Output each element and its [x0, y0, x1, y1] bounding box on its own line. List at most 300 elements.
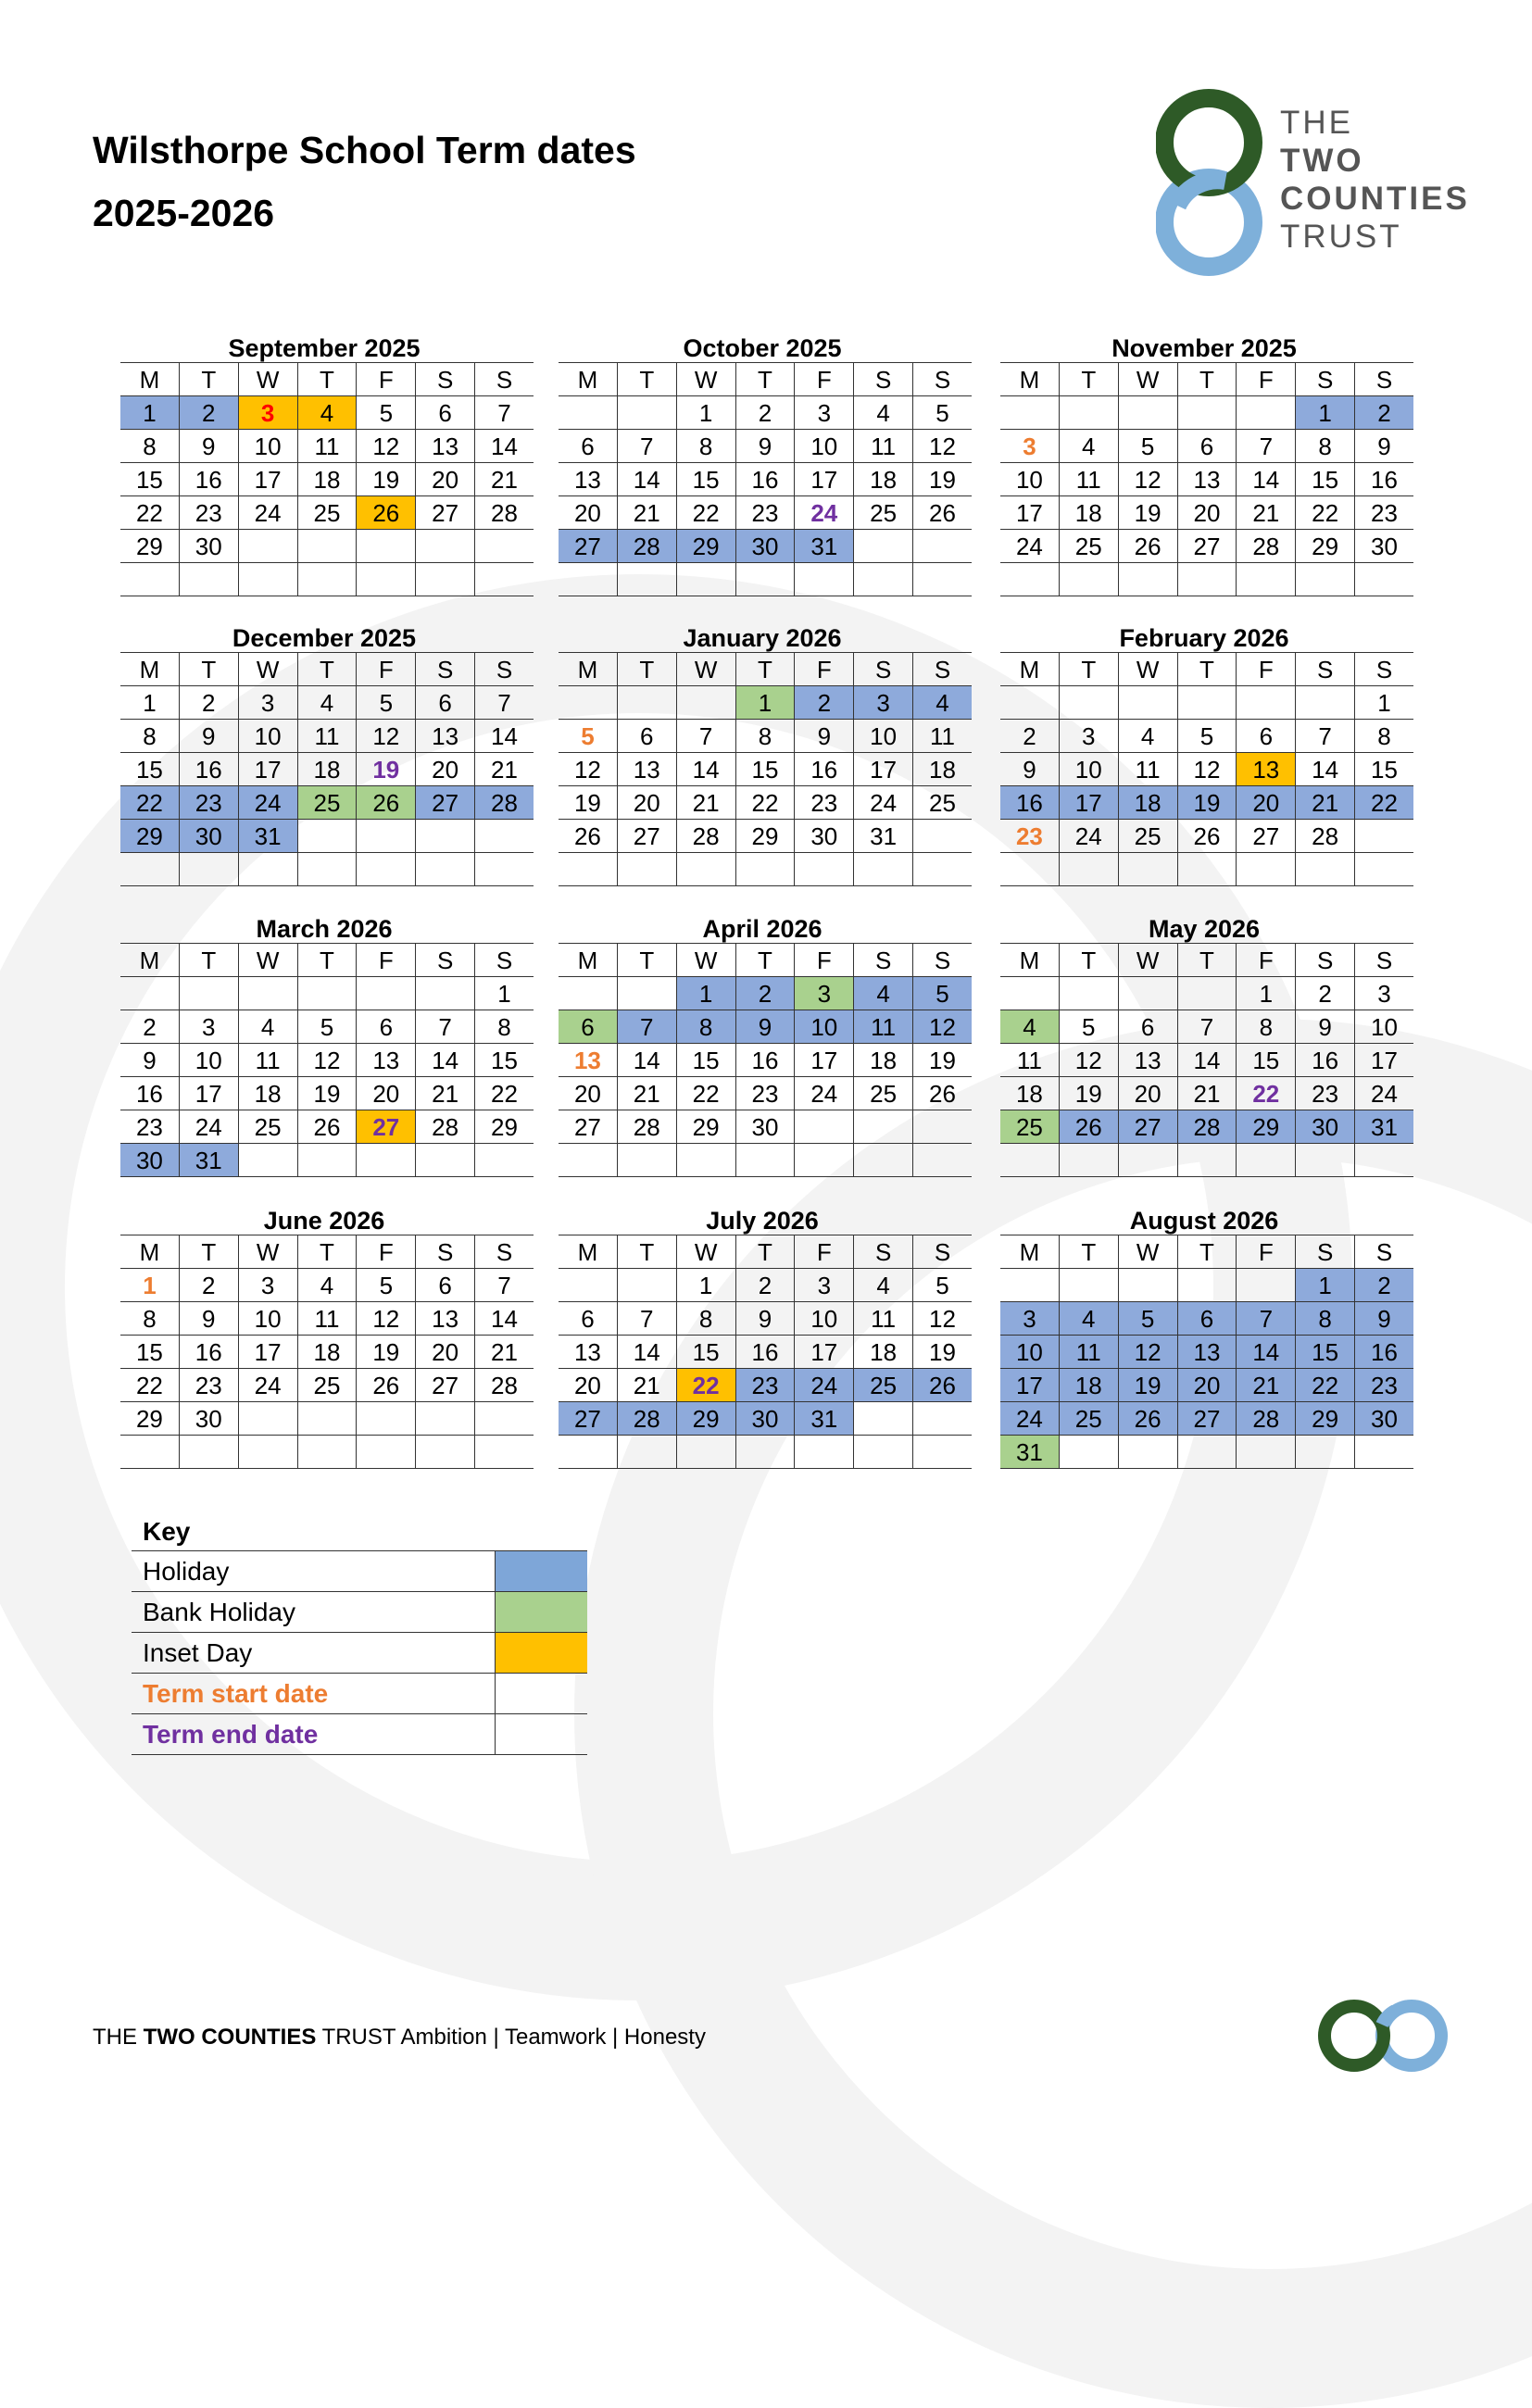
weekday-header: F [357, 363, 416, 396]
empty-cell [1118, 1144, 1177, 1177]
day-cell: 3 [795, 1269, 854, 1302]
day-cell: 19 [913, 463, 972, 496]
week-row [120, 853, 534, 886]
empty-cell [357, 1144, 416, 1177]
day-cell: 25 [854, 496, 913, 530]
day-cell: 16 [735, 463, 795, 496]
weekday-header: S [854, 363, 913, 396]
day-cell: 3 [238, 686, 297, 720]
empty-cell [795, 1144, 854, 1177]
empty-cell [559, 1436, 617, 1469]
key-row-bank-holiday [132, 1591, 587, 1632]
month-december-2025 [120, 619, 528, 886]
day-cell: 19 [913, 1336, 972, 1369]
day-cell: 13 [617, 753, 676, 786]
day-cell: 13 [559, 463, 617, 496]
empty-cell [1296, 563, 1355, 596]
weekday-header: T [735, 944, 795, 977]
day-cell: 21 [617, 496, 676, 530]
empty-cell [1000, 396, 1059, 430]
empty-cell [297, 977, 357, 1010]
day-cell: 13 [1177, 463, 1237, 496]
day-cell: 24 [1059, 820, 1118, 853]
empty-cell [1000, 563, 1059, 596]
day-cell: 14 [617, 1044, 676, 1077]
week-row [120, 563, 534, 596]
empty-cell [559, 1269, 617, 1302]
weekday-header: W [676, 363, 735, 396]
day-cell: 18 [1000, 1077, 1059, 1110]
empty-cell [1000, 1144, 1059, 1177]
key-swatch-bank-holiday [496, 1592, 587, 1632]
day-cell: 9 [795, 720, 854, 753]
day-cell: 25 [297, 786, 357, 820]
day-cell: 14 [475, 1302, 534, 1336]
empty-cell [1237, 853, 1296, 886]
weekday-header: M [120, 363, 179, 396]
empty-cell [913, 820, 972, 853]
day-cell: 31 [179, 1144, 238, 1177]
month-january-2026 [559, 619, 966, 886]
day-cell: 22 [1296, 1369, 1355, 1402]
key-row-inset-day [132, 1632, 587, 1673]
day-cell: 11 [297, 1302, 357, 1336]
month-november-2025 [1000, 329, 1408, 596]
month-august-2026 [1000, 1201, 1408, 1469]
weekday-header: M [1000, 1235, 1059, 1269]
day-cell: 4 [297, 686, 357, 720]
key-label-inset-day: Inset Day [132, 1633, 496, 1673]
day-cell: 4 [1059, 1302, 1118, 1336]
day-cell: 8 [1355, 720, 1413, 753]
day-cell: 1 [1355, 686, 1413, 720]
month-title: August 2026 [1129, 1207, 1279, 1235]
day-cell: 8 [475, 1010, 534, 1044]
weekday-header: S [854, 653, 913, 686]
day-cell: 6 [617, 720, 676, 753]
weekday-header: S [475, 363, 534, 396]
empty-cell [238, 977, 297, 1010]
day-cell: 17 [1355, 1044, 1413, 1077]
day-cell: 26 [1059, 1110, 1118, 1144]
day-cell: 15 [1237, 1044, 1296, 1077]
empty-cell [416, 820, 475, 853]
day-cell: 20 [1177, 1369, 1237, 1402]
day-cell: 15 [1296, 1336, 1355, 1369]
day-cell: 7 [1177, 1010, 1237, 1044]
day-cell: 4 [297, 396, 357, 430]
month-table [1000, 362, 1413, 596]
empty-cell [357, 530, 416, 563]
day-cell: 16 [735, 1336, 795, 1369]
weekday-header: T [735, 363, 795, 396]
empty-cell [913, 853, 972, 886]
day-cell: 9 [1355, 1302, 1413, 1336]
weekday-header: S [1296, 653, 1355, 686]
weekday-header: T [617, 653, 676, 686]
week-row [559, 1044, 972, 1077]
day-cell: 30 [735, 1110, 795, 1144]
month-table [120, 652, 534, 886]
day-cell: 16 [179, 1336, 238, 1369]
day-cell: 14 [416, 1044, 475, 1077]
empty-cell [120, 853, 179, 886]
day-cell: 8 [676, 430, 735, 463]
day-cell: 21 [1237, 1369, 1296, 1402]
day-cell: 30 [795, 820, 854, 853]
week-row [1000, 1302, 1413, 1336]
day-cell: 25 [1118, 820, 1177, 853]
day-cell: 9 [120, 1044, 179, 1077]
key-label-term-end: Term end date [132, 1714, 496, 1754]
empty-cell [1237, 1269, 1296, 1302]
weekday-header-row [1000, 653, 1413, 686]
day-cell: 27 [1237, 820, 1296, 853]
empty-cell [179, 853, 238, 886]
day-cell: 24 [795, 496, 854, 530]
empty-cell [1237, 1436, 1296, 1469]
week-row [120, 720, 534, 753]
day-cell: 13 [559, 1336, 617, 1369]
empty-cell [1237, 1144, 1296, 1177]
day-cell: 30 [179, 820, 238, 853]
month-title: February 2026 [1119, 624, 1289, 652]
day-cell: 11 [297, 430, 357, 463]
empty-cell [913, 1402, 972, 1436]
empty-cell [617, 1269, 676, 1302]
empty-cell [297, 1402, 357, 1436]
day-cell: 28 [1177, 1110, 1237, 1144]
day-cell: 6 [1177, 1302, 1237, 1336]
day-cell: 20 [559, 496, 617, 530]
weekday-header: M [1000, 944, 1059, 977]
weekday-header: F [795, 363, 854, 396]
empty-cell [357, 563, 416, 596]
day-cell: 12 [1118, 463, 1177, 496]
empty-cell [1059, 686, 1118, 720]
day-cell: 27 [559, 1402, 617, 1436]
day-cell: 9 [735, 1010, 795, 1044]
day-cell: 5 [1118, 430, 1177, 463]
day-cell: 18 [1118, 786, 1177, 820]
empty-cell [559, 563, 617, 596]
day-cell: 9 [1355, 430, 1413, 463]
day-cell: 26 [297, 1110, 357, 1144]
week-row [120, 430, 534, 463]
weekday-header: T [1059, 944, 1118, 977]
day-cell: 13 [357, 1044, 416, 1077]
empty-cell [1118, 686, 1177, 720]
day-cell: 10 [179, 1044, 238, 1077]
week-row [559, 720, 972, 753]
month-title: May 2026 [1148, 915, 1261, 943]
day-cell: 27 [416, 1369, 475, 1402]
empty-cell [1118, 977, 1177, 1010]
day-cell: 3 [238, 396, 297, 430]
day-cell: 24 [1355, 1077, 1413, 1110]
weekday-header: S [416, 944, 475, 977]
day-cell: 14 [617, 1336, 676, 1369]
day-cell: 26 [1177, 820, 1237, 853]
day-cell: 4 [1118, 720, 1177, 753]
day-cell: 20 [617, 786, 676, 820]
week-row [120, 1010, 534, 1044]
week-row [120, 396, 534, 430]
day-cell: 11 [238, 1044, 297, 1077]
day-cell: 13 [1118, 1044, 1177, 1077]
day-cell: 20 [416, 1336, 475, 1369]
day-cell: 31 [1000, 1436, 1059, 1469]
day-cell: 17 [1000, 496, 1059, 530]
empty-cell [559, 977, 617, 1010]
empty-cell [1118, 396, 1177, 430]
day-cell: 11 [854, 1302, 913, 1336]
day-cell: 23 [735, 1369, 795, 1402]
day-cell: 16 [120, 1077, 179, 1110]
day-cell: 4 [854, 977, 913, 1010]
day-cell: 21 [676, 786, 735, 820]
day-cell: 12 [559, 753, 617, 786]
weekday-header: F [357, 653, 416, 686]
day-cell: 17 [854, 753, 913, 786]
day-cell: 19 [357, 753, 416, 786]
week-row [1000, 1336, 1413, 1369]
month-title: July 2026 [706, 1207, 819, 1235]
day-cell: 9 [179, 720, 238, 753]
day-cell: 9 [1296, 1010, 1355, 1044]
empty-cell [1237, 563, 1296, 596]
day-cell: 22 [1237, 1077, 1296, 1110]
month-table [559, 1235, 972, 1469]
month-february-2026 [1000, 619, 1408, 886]
day-cell: 2 [735, 977, 795, 1010]
empty-cell [179, 563, 238, 596]
day-cell: 29 [1296, 1402, 1355, 1436]
day-cell: 23 [735, 1077, 795, 1110]
weekday-header: F [1237, 363, 1296, 396]
weekday-header: M [559, 1235, 617, 1269]
empty-cell [795, 1110, 854, 1144]
day-cell: 30 [735, 1402, 795, 1436]
key-swatch-term-start [496, 1674, 587, 1713]
month-july-2026 [559, 1201, 966, 1469]
day-cell: 3 [1000, 430, 1059, 463]
empty-cell [1355, 1436, 1413, 1469]
day-cell: 21 [475, 463, 534, 496]
day-cell: 13 [1177, 1336, 1237, 1369]
day-cell: 25 [913, 786, 972, 820]
day-cell: 20 [357, 1077, 416, 1110]
day-cell: 26 [357, 496, 416, 530]
day-cell: 12 [357, 1302, 416, 1336]
day-cell: 12 [913, 430, 972, 463]
weekday-header: S [913, 363, 972, 396]
empty-cell [238, 530, 297, 563]
day-cell: 10 [1000, 1336, 1059, 1369]
week-row [1000, 1402, 1413, 1436]
day-cell: 19 [559, 786, 617, 820]
empty-cell [735, 853, 795, 886]
day-cell: 1 [120, 396, 179, 430]
title-line-1: Wilsthorpe School Term dates [93, 129, 636, 171]
day-cell: 5 [357, 686, 416, 720]
weekday-header-row [1000, 944, 1413, 977]
month-march-2026 [120, 909, 528, 1177]
day-cell: 5 [913, 1269, 972, 1302]
week-row [120, 1336, 534, 1369]
weekday-header: S [1355, 363, 1413, 396]
weekday-header: M [120, 944, 179, 977]
weekday-header-row [1000, 1235, 1413, 1269]
empty-cell [1177, 853, 1237, 886]
footer-logo [1313, 1995, 1452, 2076]
day-cell: 6 [1118, 1010, 1177, 1044]
day-cell: 9 [1000, 753, 1059, 786]
day-cell: 22 [120, 786, 179, 820]
day-cell: 17 [795, 463, 854, 496]
week-row [559, 1077, 972, 1110]
empty-cell [238, 563, 297, 596]
day-cell: 10 [795, 1302, 854, 1336]
day-cell: 27 [1177, 1402, 1237, 1436]
empty-cell [297, 530, 357, 563]
empty-cell [357, 853, 416, 886]
week-row [1000, 1436, 1413, 1469]
day-cell: 28 [1237, 530, 1296, 563]
week-row [1000, 530, 1413, 563]
day-cell: 14 [1177, 1044, 1237, 1077]
day-cell: 25 [1000, 1110, 1059, 1144]
week-row [559, 530, 972, 563]
weekday-header: T [297, 944, 357, 977]
empty-cell [795, 1436, 854, 1469]
day-cell: 24 [854, 786, 913, 820]
day-cell: 11 [1059, 463, 1118, 496]
weekday-header: T [617, 944, 676, 977]
empty-cell [1296, 853, 1355, 886]
day-cell: 18 [854, 1044, 913, 1077]
day-cell: 16 [735, 1044, 795, 1077]
day-cell: 10 [854, 720, 913, 753]
week-row [559, 753, 972, 786]
day-cell: 15 [120, 1336, 179, 1369]
footer-brand-bold: TWO COUNTIES [143, 2025, 317, 2050]
empty-cell [475, 1402, 534, 1436]
logo-line-the: THE [1280, 105, 1353, 141]
key-swatch-term-end [496, 1714, 587, 1754]
day-cell: 18 [854, 1336, 913, 1369]
week-row [120, 1369, 534, 1402]
day-cell: 12 [1118, 1336, 1177, 1369]
empty-cell [617, 977, 676, 1010]
weekday-header: W [238, 653, 297, 686]
day-cell: 27 [1177, 530, 1237, 563]
weekday-header: T [179, 944, 238, 977]
day-cell: 30 [179, 1402, 238, 1436]
weekday-header: T [179, 363, 238, 396]
day-cell: 4 [854, 1269, 913, 1302]
month-june-2026 [120, 1201, 528, 1469]
day-cell: 21 [475, 753, 534, 786]
day-cell: 9 [179, 1302, 238, 1336]
day-cell: 27 [617, 820, 676, 853]
month-title: December 2025 [232, 624, 417, 652]
day-cell: 24 [795, 1077, 854, 1110]
month-title: April 2026 [702, 915, 823, 943]
empty-cell [416, 977, 475, 1010]
day-cell: 4 [238, 1010, 297, 1044]
day-cell: 28 [1237, 1402, 1296, 1436]
day-cell: 8 [1296, 430, 1355, 463]
day-cell: 14 [475, 720, 534, 753]
day-cell: 29 [676, 530, 735, 563]
day-cell: 21 [617, 1369, 676, 1402]
month-table [559, 943, 972, 1177]
title-line-2: 2025-2026 [93, 192, 275, 234]
empty-cell [1355, 563, 1413, 596]
day-cell: 30 [120, 1144, 179, 1177]
day-cell: 23 [1000, 820, 1059, 853]
day-cell: 16 [179, 463, 238, 496]
empty-cell [735, 563, 795, 596]
month-april-2026 [559, 909, 966, 1177]
empty-cell [1059, 1144, 1118, 1177]
day-cell: 14 [1296, 753, 1355, 786]
day-cell: 19 [1059, 1077, 1118, 1110]
day-cell: 31 [795, 1402, 854, 1436]
day-cell: 11 [1059, 1336, 1118, 1369]
empty-cell [179, 1436, 238, 1469]
day-cell: 31 [238, 820, 297, 853]
weekday-header: F [1237, 653, 1296, 686]
day-cell: 10 [795, 1010, 854, 1044]
weekday-header: F [357, 1235, 416, 1269]
weekday-header: W [238, 1235, 297, 1269]
month-title: November 2025 [1111, 334, 1297, 362]
empty-cell [1177, 1269, 1237, 1302]
empty-cell [179, 977, 238, 1010]
day-cell: 5 [297, 1010, 357, 1044]
empty-cell [617, 1144, 676, 1177]
day-cell: 21 [1237, 496, 1296, 530]
day-cell: 9 [179, 430, 238, 463]
empty-cell [1118, 1436, 1177, 1469]
day-cell: 12 [357, 720, 416, 753]
weekday-header: S [416, 1235, 475, 1269]
week-row [120, 1269, 534, 1302]
day-cell: 27 [416, 496, 475, 530]
day-cell: 22 [1355, 786, 1413, 820]
weekday-header: T [1177, 944, 1237, 977]
weekday-header-row [120, 653, 534, 686]
two-rings-logo-icon [1156, 85, 1276, 280]
day-cell: 11 [1000, 1044, 1059, 1077]
day-cell: 3 [238, 1269, 297, 1302]
day-cell: 10 [238, 1302, 297, 1336]
weekday-header-row [1000, 363, 1413, 396]
day-cell: 20 [416, 753, 475, 786]
day-cell: 25 [854, 1369, 913, 1402]
empty-cell [416, 530, 475, 563]
day-cell: 1 [676, 977, 735, 1010]
empty-cell [1059, 396, 1118, 430]
day-cell: 30 [179, 530, 238, 563]
weekday-header: S [416, 363, 475, 396]
empty-cell [1296, 1436, 1355, 1469]
day-cell: 29 [1237, 1110, 1296, 1144]
week-row [120, 1436, 534, 1469]
weekday-header: W [1118, 363, 1177, 396]
